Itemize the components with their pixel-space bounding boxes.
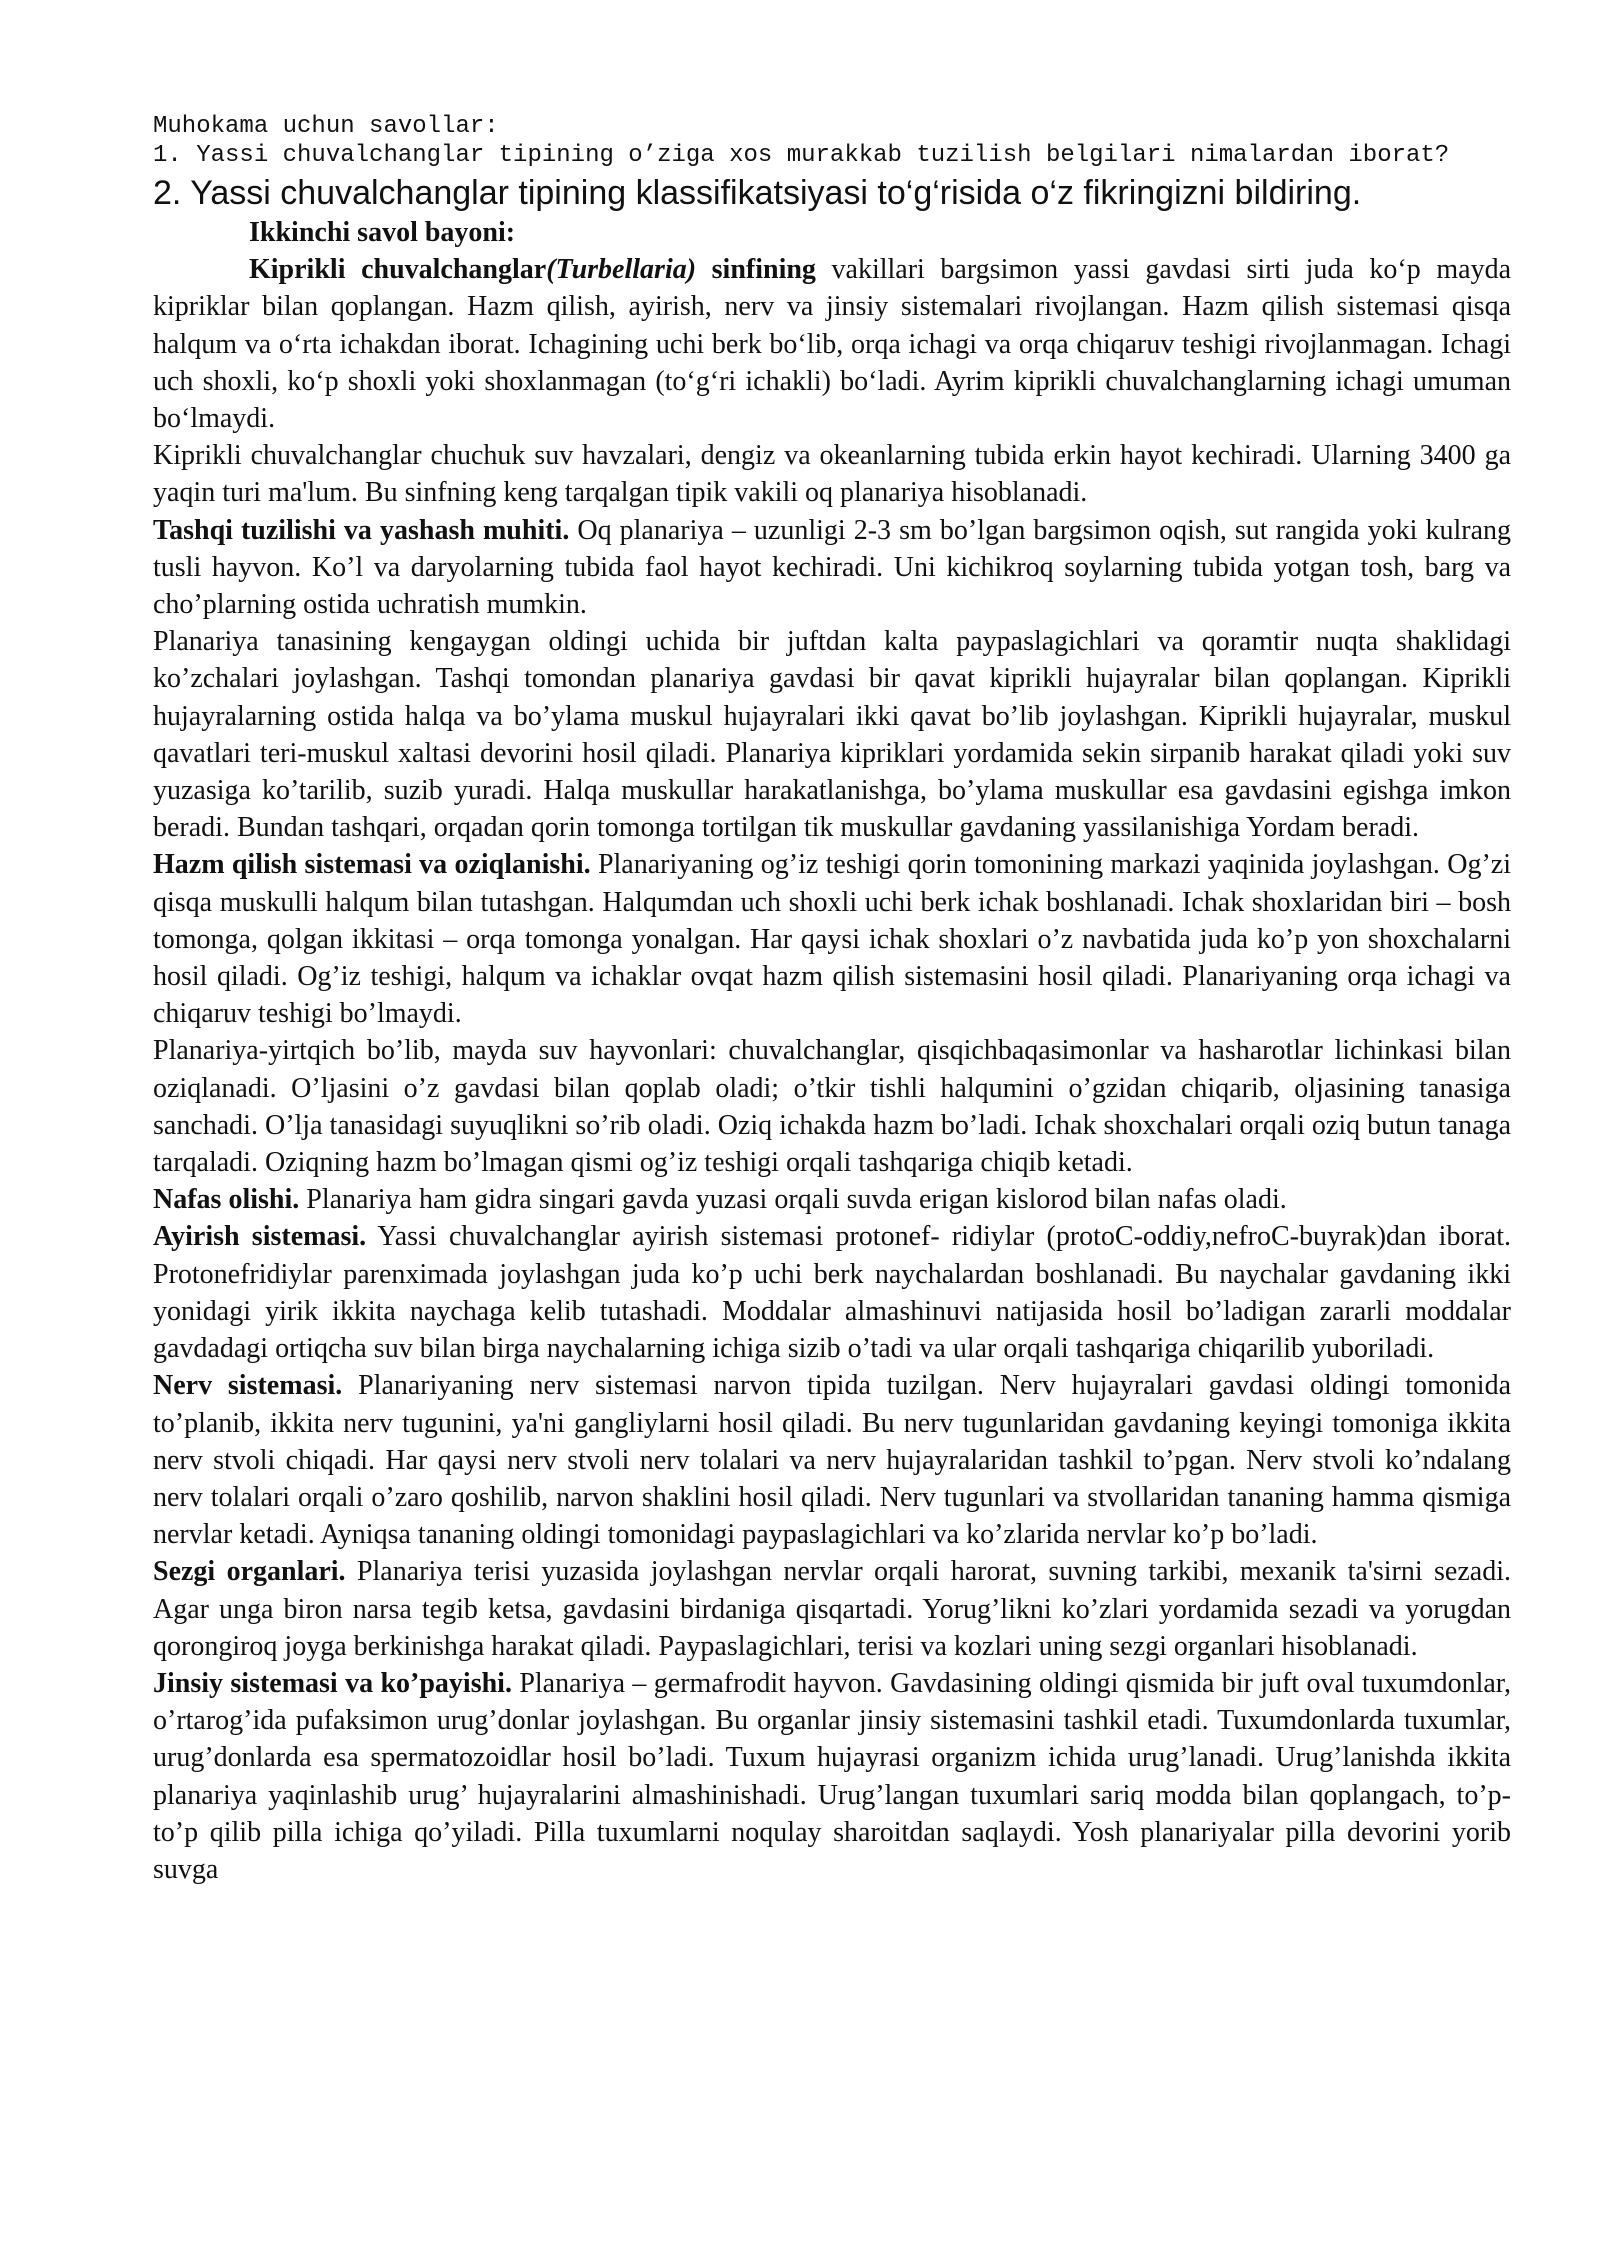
- intro-lead-italic: (Turbellaria): [546, 254, 697, 286]
- paragraph-reproduction: [153, 1665, 1511, 1888]
- paragraph-external-structure: [153, 512, 1511, 624]
- paragraph-heading: Hazm qilish sistemasi va oziqlanishi.: [153, 849, 591, 881]
- question-1: 1. Yassi chuvalchanglar tipining o’ziga xos murakkab tuzilish belgilari nimalardan iborat?: [153, 142, 1450, 169]
- intro-paragraph: [153, 251, 1511, 437]
- paragraph-heading: Sezgi organlari.: [153, 1556, 346, 1588]
- intro-lead-bold-2: sinfining: [696, 254, 816, 286]
- paragraph-habitat-overview: [153, 437, 1511, 511]
- document-page: [153, 112, 1511, 1888]
- paragraph-text: Planariya ham gidra singari gavda yuzasi orqali suvda erigan kislorod bilan nafas oladi.: [299, 1184, 1287, 1216]
- paragraph-text: Oq planariya – uzunligi 2-3 sm bo’lgan bargsimon oqish, sut rangida yoki kulrang tusli hayvon. Ko’l va daryolarning tubida faol hayot kechiradi. Uni kichikroq soylarning tubida yotgan tosh, barg va cho’plarning ostida uchratish mumkin.: [153, 514, 1511, 621]
- paragraph-feeding: [153, 1032, 1511, 1181]
- intro-text: vakillari bargsimon yassi gavdasi sirti juda ko‘p mayda kipriklar bilan qoplangan. Hazm qilish, ayirish, nerv va jinsiy sistemalari rivojlangan. Hazm qilish sistemasi qisqa halqum va o‘rta ichakdan iborat. Ichagining uchi berk bo‘lib, orqa ichagi va orqa chiqaruv teshigi rivojlanmagan. Ichagi uch shoxli, ko‘p shoxli yoki shoxlanmagan (to‘g‘ri ichakli) bo‘ladi. Ayrim kiprikli chuvalchanglarning ichagi umuman bo‘lmaydi.: [153, 254, 1511, 435]
- document-body: [153, 214, 1511, 1888]
- question-2: 2. Yassi chuvalchanglar tipining klassifikatsiyasi to‘g‘risida o‘z fikringizni bildiring.: [153, 174, 1362, 212]
- paragraph-text: Kiprikli chuvalchanglar chuchuk suv havzalari, dengiz va okeanlarning tubida erkin hayot kechiradi. Ularning 3400 ga yaqin turi ma'lum. Bu sinfning keng tarqalgan tipik vakili oq planariya hisoblanadi.: [153, 440, 1511, 509]
- paragraph-text: Planariya terisi yuzasida joylashgan nervlar orqali harorat, suvning tarkibi, mexanik ta'sirni sezadi. Agar unga biron narsa tegib ketsa, gavdasini birdaniga qisqartadi. Yorug’likni ko’zlari yordamida sezadi va yorugdan qorongiroq joyga berkinishga harakat qiladi. Paypaslagichlari, terisi va kozlari uning sezgi organlari hisoblanadi.: [153, 1556, 1511, 1662]
- paragraph-heading: Nafas olishi.: [153, 1184, 300, 1216]
- questions-heading: Muhokama uchun savollar:: [153, 113, 499, 140]
- paragraph-text: Planariya – germafrodit hayvon. Gavdasining oldingi qismida bir juft oval tuxumdonlar, o’rtarog’ida pufaksimon urug’donlar joylashgan. Bu organlar jinsiy sistemasini tashkil etadi. Tuxumdonlarda tuxumlar, urug’donlarda esa spermatozoidlar hosil bo’ladi. Tuxum hujayrasi organizm ichida urug’lanadi. Urug’lanishda ikkita planariya yaqinlashib urug’ hujayralarini almashinishadi. Urug’langan tuxumlari sariq modda bilan qoplangach, to’p-to’p qilib pilla ichiga qo’yiladi. Pilla tuxumlarni noqulay sharoitdan saqlaydi. Yosh planariyalar pilla devorini yorib suvga: [153, 1667, 1511, 1885]
- paragraph-respiration: [153, 1181, 1511, 1218]
- paragraph-heading: Nerv sistemasi.: [153, 1370, 343, 1402]
- paragraph-heading: Jinsiy sistemasi va ko’payishi.: [153, 1667, 512, 1699]
- paragraph-body-structure: [153, 623, 1511, 846]
- paragraph-text: Yassi chuvalchanglar ayirish sistemasi protonef- ridiylar (protoC-oddiy,nefroC-buyrak)dan iborat. Protonefridiylar parenximada joylashgan juda ko’p uchi berk naychalardan boshlanadi. Bu naychalar gavdaning ikki yonidagi yirik ikkita naychaga kelib tutashadi. Moddalar almashinuvi natijasida hosil bo’ladigan zararli moddalar gavdadagi ortiqcha suv bilan birga naychalarning ichiga sizib o’tadi va ular orqali tashqariga chiqarilib yuboriladi.: [153, 1221, 1511, 1365]
- section-title-text: Ikkinchi savol bayoni:: [249, 217, 516, 248]
- paragraph-nervous-system: [153, 1367, 1511, 1553]
- paragraph-text: Planariya-yirtqich bo’lib, mayda suv hayvonlari: chuvalchanglar, qisqichbaqasimonlar va hasharotlar lichinkasi bilan oziqlanadi. O’ljasini o’z gavdasi bilan qoplab oladi; o’tkir tishli halqumini o’gzidan chiqarib, oljasining tanasiga sanchadi. O’lja tanasidagi suyuqlikni so’rib oladi. Oziq ichakda hazm bo’ladi. Ichak shoxchalari orqali oziq butun tanaga tarqaladi. Oziqning hazm bo’lmagan qismi og’iz teshigi orqali tashqariga chiqib ketadi.: [153, 1035, 1511, 1179]
- paragraph-text: Planariyaning og’iz teshigi qorin tomonining markazi yaqinida joylashgan. Og’zi qisqa muskulli halqum bilan tutashgan. Halqumdan uch shoxli uchi berk ichak boshlanadi. Ichak shoxlaridan biri – bosh tomonga, qolgan ikkitasi – orqa tomonga yonalgan. Har qaysi ichak shoxlari o’z navbatida juda ko’p yon shoxchalarni hosil qiladi. Og’iz teshigi, halqum va ichaklar ovqat hazm qilish sistemasini hosil qiladi. Planariyaning orqa ichagi va chiqaruv teshigi bo’lmaydi.: [153, 849, 1511, 1030]
- paragraph-digestive-system: [153, 846, 1511, 1032]
- paragraph-excretory-system: [153, 1218, 1511, 1367]
- paragraph-text: Planariya tanasining kengaygan oldingi uchida bir juftdan kalta paypaslagichlari va qoramtir nuqta shaklidagi ko’zchalari joylashgan. Tashqi tomondan planariya gavdasi bir qavat kiprikli hujayralar bilan qoplangan. Kiprikli hujayralarning ostida halqa va bo’ylama muskul hujayralari ikki qavat bo’lib joylashgan. Kiprikli hujayralar, muskul qavatlari teri-muskul xaltasi devorini hosil qiladi. Planariya kipriklari yordamida sekin sirpanib harakat qiladi yoki suv yuzasiga ko’tarilib, suzib yuradi. Halqa muskullar harakatlanishga, bo’ylama muskullar esa gavdasini egishga imkon beradi. Bundan tashqari, orqadan qorin tomonga tortilgan tik muskullar gavdaning yassilanishiga Yordam beradi.: [153, 626, 1511, 844]
- paragraph-text: Planariyaning nerv sistemasi narvon tipida tuzilgan. Nerv hujayralari gavdasi oldingi tomonida to’planib, ikkita nerv tugunini, ya'ni gangliylarni hosil qiladi. Bu nerv tugunlaridan gavdaning keyingi tomoniga ikkita nerv stvoli chiqadi. Har qaysi nerv stvoli nerv tolalari va nerv hujayralaridan tashkil to’pgan. Nerv stvoli ko’ndalang nerv tolalari orqali o’zaro qoshilib, narvon shaklini hosil qiladi. Nerv tugunlari va stvollaridan tananing hamma qismiga nervlar ketadi. Ayniqsa tananing oldingi tomonidagi paypaslagichlari va ko’zlarida nervlar ko’p bo’ladi.: [153, 1370, 1511, 1551]
- paragraph-sense-organs: [153, 1553, 1511, 1665]
- intro-lead-bold: Kiprikli chuvalchanglar: [249, 254, 547, 286]
- section-title: [153, 214, 1511, 251]
- paragraph-heading: Tashqi tuzilishi va yashash muhiti.: [153, 514, 570, 546]
- paragraph-heading: Ayirish sistemasi.: [153, 1221, 367, 1253]
